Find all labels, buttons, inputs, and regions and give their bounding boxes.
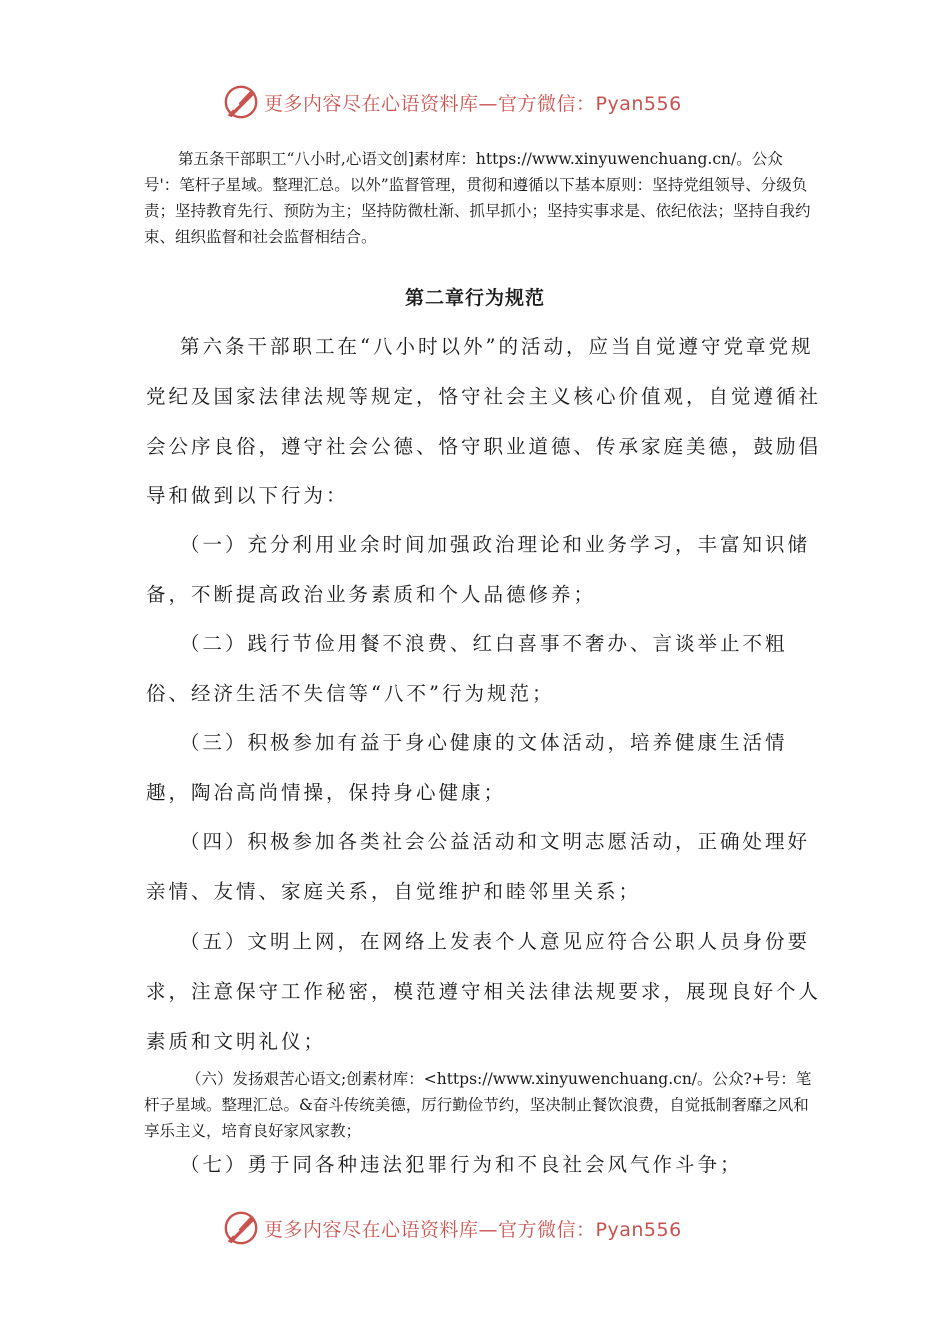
article-5-paragraph: 第五条干部职工“八小时,心语文创]素材库：https://www.xinyuwenchuang.cn/。公众号'：笔杆子星域。整理汇总。以外”监督管理，贯彻和遵循以下基本原则：坚持党组领导、分级负责；坚持教育先行、预防为主；坚持防微杜渐、抓早抓小；坚持实事求是、依纪依法；坚持自我约束、组织监督和社会监督相结合。 [144,150,811,246]
item-2-paragraph: （二）践行节俭用餐不浪费、红白喜事不奢办、言谈举止不粗俗、经济生活不失信等“八不”行为规范； [146,632,788,705]
quill-logo-icon [222,1209,260,1247]
item-5-paragraph: （五）文明上网，在网络上发表个人意见应符合公职人员身份要求，注意保守工作秘密，模范遵守相关法律法规要求，展现良好个人素质和文明礼仪； [146,930,822,1053]
item-6-paragraph: （六）发扬艰苦心语文;创素材库：<https://www.xinyuwenchuang.cn/。公众?+号：笔杆子星域。整理汇总。&奋斗传统美德，厉行勤俭节约，坚决制止餐饮浪费，自觉抵制奢靡之风和享乐主义，培育良好家风家教； [144,1070,812,1140]
quill-logo-icon [222,83,260,121]
item-4-paragraph: （四）积极参加各类社会公益活动和文明志愿活动，正确处理好亲情、友情、家庭关系，自觉维护和睦邻里关系； [146,830,811,903]
chapter-title: 第二章行为规范 [404,287,545,309]
item-3-paragraph: （三）积极参加有益于身心健康的文体活动，培养健康生活情趣，陶冶高尚情操，保持身心健康； [146,731,788,804]
item-7-paragraph: （七）勇于同各种违法犯罪行为和不良社会风气作斗争； [180,1153,743,1176]
item-1-paragraph: （一）充分利用业余时间加强政治理论和业务学习，丰富知识储备，不断提高政治业务素质和个人品德修养； [146,533,811,606]
banner-text: 更多内容尽在心语资料库—官方微信：Pyan556 [264,92,682,115]
banner-text: 更多内容尽在心语资料库—官方微信：Pyan556 [264,1218,682,1241]
article-6-paragraph: 第六条干部职工在“八小时以外”的活动，应当自觉遵守党章党规党纪及国家法律法规等规定，恪守社会主义核心价值观，自觉遵循社会公序良俗，遵守社会公德、恪守职业道德、传承家庭美德，鼓励倡导和做到以下行为： [146,335,822,508]
footer-banner [0,1208,950,1248]
header-banner [0,82,950,122]
